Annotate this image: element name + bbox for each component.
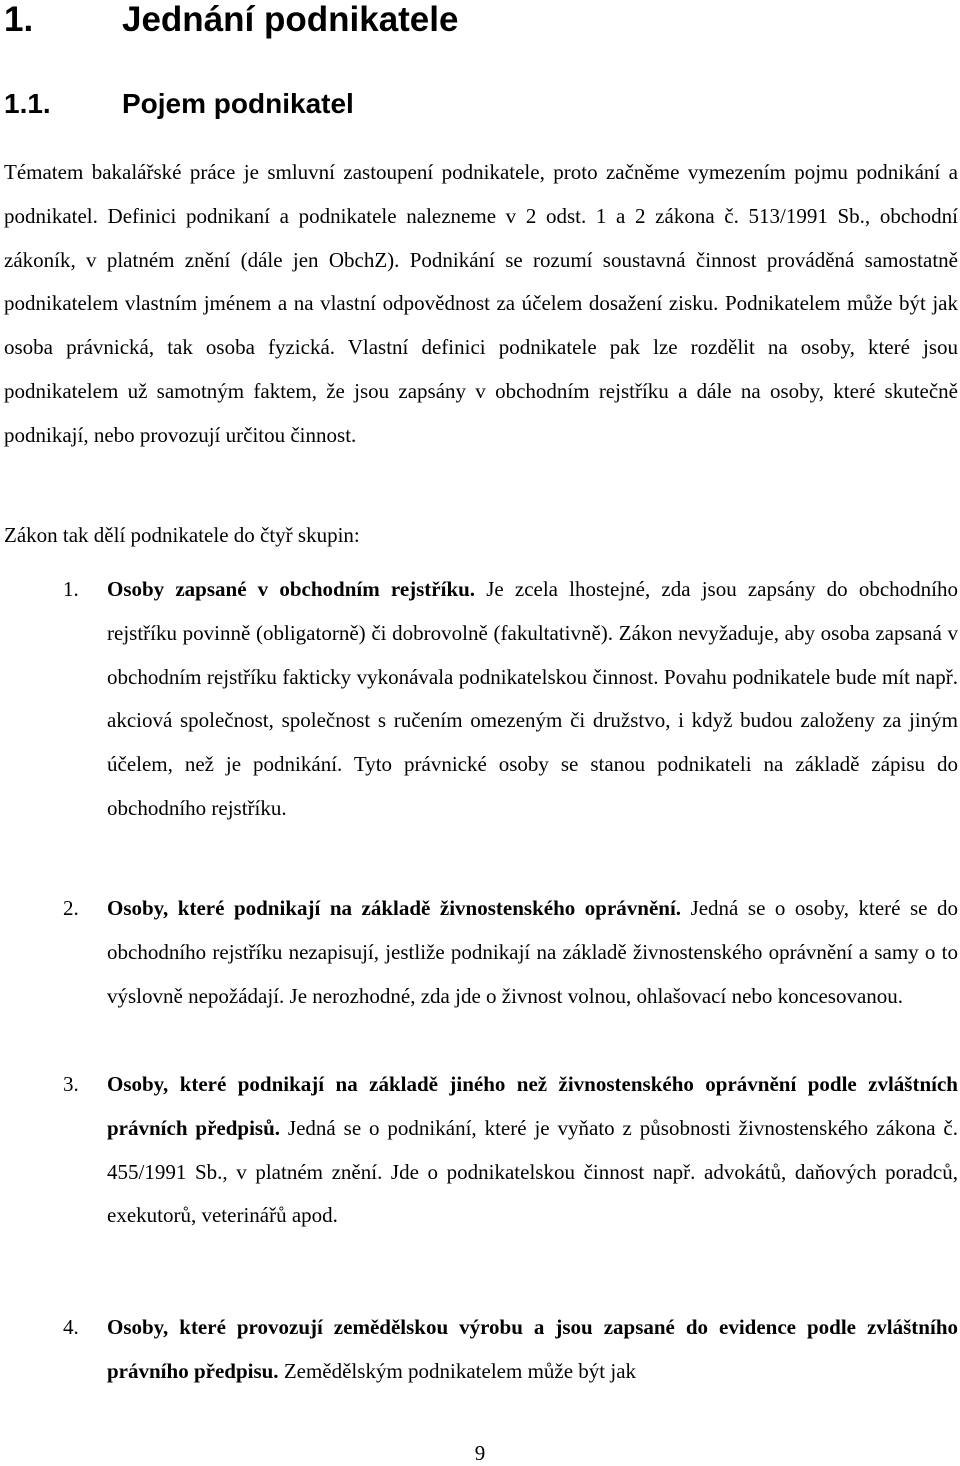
list-item-text: Jedná se o osoby, které se do obchodního rejstříku nezapisují, jestliže podnikají na základě živnostenského oprávnění a samy o to výslovně nepožádají. Je nerozhodné, zda jde o živnost volnou, ohlašovací nebo koncesovanou.: [107, 896, 959, 1008]
list-item-body: [107, 568, 958, 831]
page-number: 9: [474, 1441, 486, 1465]
list-item-body: [107, 1063, 958, 1238]
list-item-number: 4.: [63, 1315, 79, 1339]
chapter-heading: [4, 0, 458, 40]
chapter-title: Jednání podnikatele: [122, 0, 459, 39]
list-item-lead: Osoby, které podnikají na základě jiného než živnostenského oprávnění podle zvláštních právních předpisů.: [107, 1072, 958, 1140]
section-number: 1.1.: [4, 88, 51, 119]
chapter-number: 1.: [4, 0, 34, 39]
list-item-text: Zemědělským podnikatelem může být jak: [278, 1358, 637, 1383]
list-item-lead: Osoby, které provozují zemědělskou výrobu a jsou zapsané do evidence podle zvláštního právního předpisu.: [107, 1315, 958, 1383]
list-item-text: Je zcela lhostejné, zda jsou zapsány do obchodního rejstříku povinně (obligatorně) či dobrovolně (fakultativně). Zákon nevyžaduje, aby osoba zapsaná v obchodním rejstříku fakticky vykonávala podnikatelskou činnost. Povahu podnikatele bude mít např. akciová společnost, společnost s ručením omezeným či družstvo, i když budou založeny za jiným účelem, než je podnikání. Tyto právnické osoby se stanou podnikateli na základě zápisu do obchodního rejstříku.: [107, 577, 958, 820]
list-item-body: [107, 887, 958, 1018]
list-item-text: Jedná se o podnikání, které je vyňato z působnosti živnostenského zákona č. 455/1991 Sb., v platném znění. Jde o podnikatelskou činnost např. advokátů, daňových poradců, exekutorů, veterinářů apod.: [107, 1115, 958, 1228]
list-item-number: 1.: [63, 577, 79, 601]
list-item-number: 3.: [63, 1072, 79, 1096]
section-title: Pojem podnikatel: [122, 88, 354, 119]
list-item-body: [107, 1306, 958, 1394]
intro-paragraph: Tématem bakalářské práce je smluvní zastoupení podnikatele, proto začněme vymezením pojmu podnikání a podnikatel. Definici podnikaní a podnikatele nalezneme v 2 odst. 1 a 2 zákona č. 513/1991 Sb., obchodní zákoník, v platném znění (dále jen ObchZ). Podnikání se rozumí soustavná činnost prováděná samostatně podnikatelem vlastním jménem a na vlastní odpovědnost za účelem dosažení zisku. Podnikatelem může být jak osoba právnická, tak osoba fyzická. Vlastní definici podnikatele pak lze rozdělit na osoby, které jsou podnikatelem už samotným faktem, že jsou zapsány v obchodním rejstříku a dále na osoby, které skutečně podnikají, nebo provozují určitou činnost.: [4, 160, 958, 447]
groups-intro-paragraph: Zákon tak dělí podnikatele do čtyř skupin:: [4, 523, 360, 547]
list-item-lead: Osoby, které podnikají na základě živnostenského oprávnění.: [107, 896, 682, 920]
section-heading: [4, 86, 354, 122]
list-item-lead: Osoby zapsané v obchodním rejstříku.: [107, 577, 476, 601]
list-item-number: 2.: [63, 896, 79, 920]
